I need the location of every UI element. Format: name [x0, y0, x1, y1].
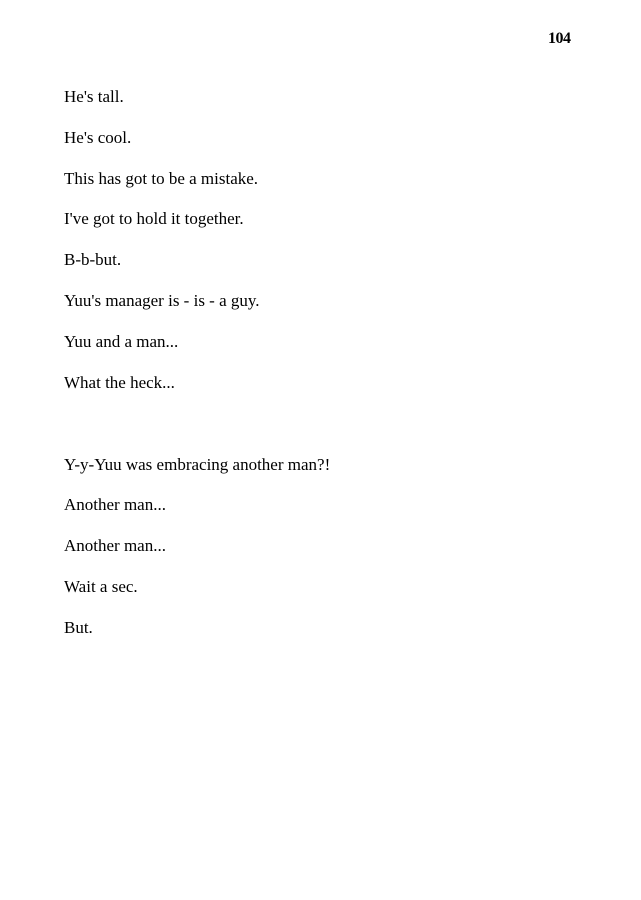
text-line: Y-y-Yuu was embracing another man?!	[64, 455, 331, 474]
text-line: This has got to be a mistake.	[64, 169, 259, 188]
text-line: Yuu and a man...	[64, 332, 179, 351]
text-line: Wait a sec.	[64, 577, 138, 596]
text-line: I've got to hold it together.	[64, 209, 244, 228]
page-number: 104	[548, 30, 571, 47]
text-line: Another man...	[64, 495, 166, 514]
text-line: What the heck...	[64, 373, 175, 392]
text-line: He's tall.	[64, 87, 124, 106]
text-line: Another man...	[64, 536, 166, 555]
text-line: Yuu's manager is - is - a guy.	[64, 291, 260, 310]
text-line: B-b-but.	[64, 250, 122, 269]
text-line: He's cool.	[64, 128, 132, 147]
text-line: But.	[64, 618, 93, 637]
